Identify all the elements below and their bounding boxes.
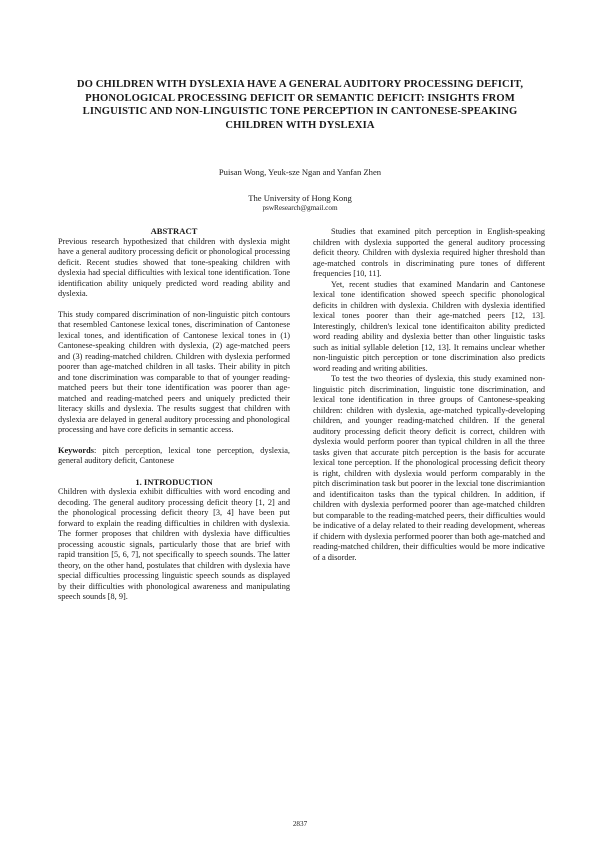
introduction-paragraph-2: Studies that examined pitch perception in English-speaking children with dyslexia supported the general auditory processing deficit theory. Children with dyslexia required higher threshold than age-matched controls in discriminating pure tones of different frequencies [10, 11].	[313, 227, 545, 278]
introduction-paragraph-3: Yet, recent studies that examined Mandarin and Cantonese lexical tone identification showed speech specific phonological deficits in children with dyslexia. Children with dyslexia identified lexical tones poorer than their age-matched peers [12, 13]. Interestingly, children's lexical tone identificaiton ability predicted word reading ability and dyslexia better than other linguistic tasks such as initial syllable deletion [12, 13]. It remains unclear whether non-linguistic pitch perception or tone discrimination also predicts word reading and writing abilities.	[313, 279, 545, 373]
introduction-heading: 1. INTRODUCTION	[135, 476, 213, 487]
keywords	[58, 446, 290, 467]
affiliation: The University of Hong Kong	[248, 193, 352, 203]
left-column	[58, 226, 290, 603]
keywords-text: : pitch perception, lexical tone perception, dyslexia, general auditory deficit, Cantonese	[58, 445, 290, 465]
paper-title: DO CHILDREN WITH DYSLEXIA HAVE A GENERAL AUDITORY PROCESSING DEFICIT, PHONOLOGICAL PROCESSING DEFICIT OR SEMANTIC DEFICIT: INSIGHTS FROM LINGUISTIC AND NON-LINGUISTIC TONE PERCEPTION IN CANTONESE-SPEAKING CHILDREN WITH DYSLEXIA	[76, 79, 524, 131]
abstract-heading: ABSTRACT	[150, 226, 198, 236]
abstract-paragraph-1: Previous research hypothesized that children with dyslexia might have a general auditory processing deficit or phonological processing deficit. Recent studies showed that tone-speaking children with dyslexia had special difficulties with lexical tone identification. Tone identification ability uniquely predicted word reading ability and dyslexia.	[58, 236, 290, 298]
author-list: Puisan Wong, Yeuk-sze Ngan and Yanfan Zhen	[218, 167, 382, 177]
keywords-label: Keywords	[58, 445, 94, 455]
abstract-paragraph-2: This study compared discrimination of non-linguistic pitch contours that resembled Cantonese lexical tones, discrimination of Cantonese lexical tones, and identification of Cantonese lexical tones in (1) Cantonese-speaking children with dyslexia, (2) age-matched peers and (3) reading-matched children. Children with dyslexia performed poorer than age-matched children in all tasks. Their ability in pitch and tone discrimination was comparable to that of younger reading-matched peers but their tone identification was poorer than age-matched and reading-matched peers and uniquely predicted their literacy skills and dyslexia. The results suggest that children with dyslexia are delayed in general auditory processing and phonological processing and have core deficits in semantic access.	[58, 309, 290, 434]
introduction-paragraph-4: To test the two theories of dyslexia, this study examined non-linguistic pitch discrimination, linguistic tone discrimination, and lexical tone identification in three groups of Cantonese-speaking children: children with dyslexia, age-matched typically-developing children, and younger reading-matched children. If the general auditory processing deficit theory deficit is correct, children with dyslexia would perform poorer than typical children in all the three tasks given that accurate pitch perception is the basis for accurate lexical tone perception. If the phonological processing deficit theory is right, children with dyslexia would perform comparably in the pitch discrimination task but poorer in the lexcial tone discrimiantion and identificaiton tasks than the typical children. In addition, if children with dyslexia performed poorer than age-matched children but comparable to the reading-matched peers, their difficulties would be indicative of a delay related to their reading development, whereas if chidern with dyslexia performed poorer than both age-matched and reading-matched children, their difficulties would be more indicative of a disorder.	[313, 374, 545, 562]
introduction-paragraph-1: Children with dyslexia exhibit difficulties with word encoding and decoding. The general auditory processing deficit theory [1, 2] and the phonological processing deficit theory [3, 4] have been put forward to explain the reading difficulties in children with dyslexia. The former proposes that children with dyslexia have difficulties processing acoustic signals, particularly those that are brief with rapid transition [5, 6, 7], not specifically to speech sounds. The latter theory, on the other hand, postulates that children with dyslexia have special difficulties processing linguistic speech sounds as displayed by their difficulties with phonological awareness and manipulating speech sounds [8, 9].	[58, 487, 290, 601]
contact-email: pswResearch@gmail.com	[262, 204, 338, 212]
right-column	[313, 227, 545, 563]
page-number: 2837	[292, 820, 308, 828]
